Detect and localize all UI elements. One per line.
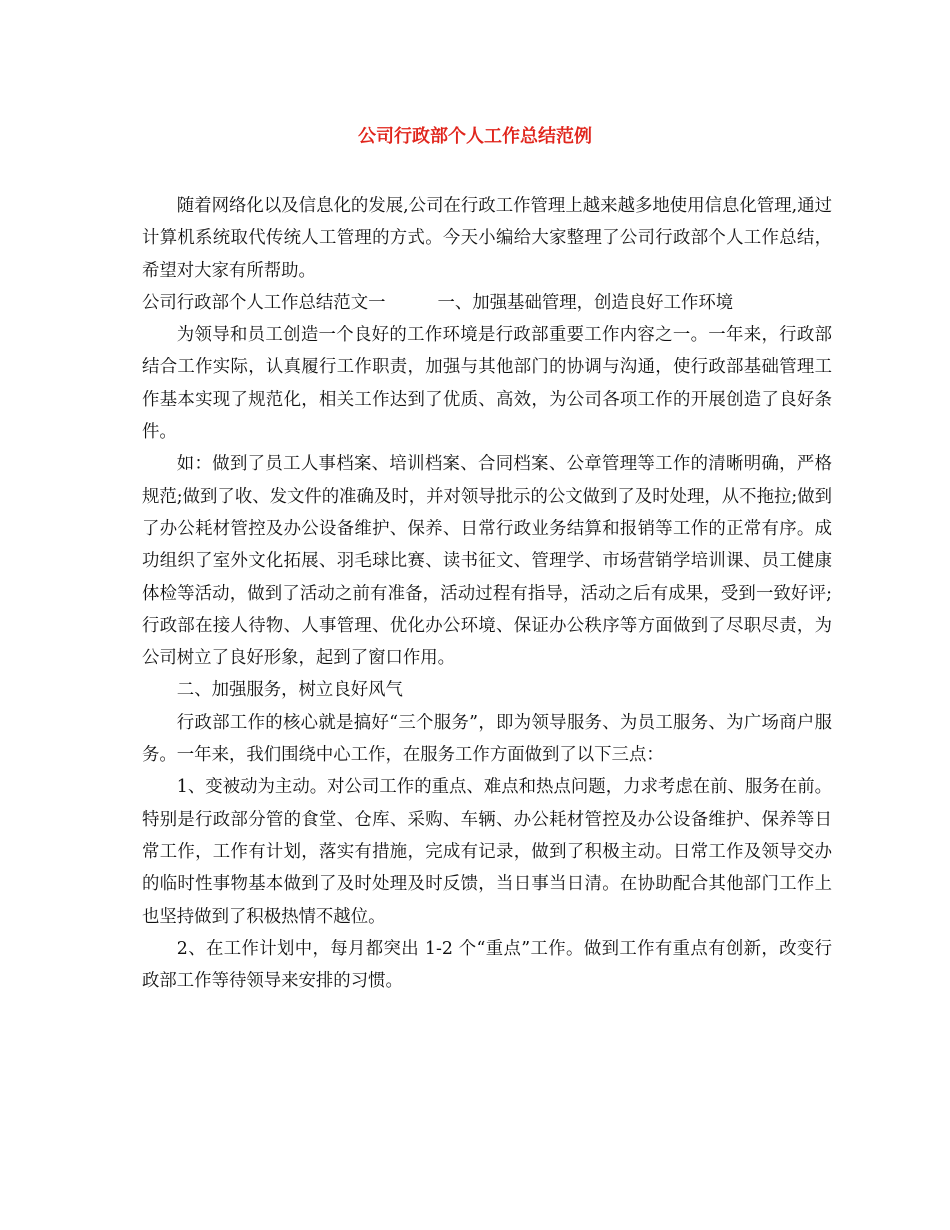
paragraph-4: 1、变被动为主动。对公司工作的重点、难点和热点问题，力求考虑在前、服务在前。特别是行政部分管的食堂、仓库、采购、车辆、办公耗材管控及办公设备维护、保养等日常工作，工作有计划，落实有措施，完成有记录，做到了积极主动。日常工作及领导交办的临时性事物基本做到了及时处理及时反馈，当日事当日清。在协助配合其他部门工作上也坚持做到了积极热情不越位。 [142,777,832,927]
section-one-title: 公司行政部个人工作总结范文一 [142,292,386,313]
section-one-line [142,287,832,319]
intro-paragraph: 随着网络化以及信息化的发展,公司在行政工作管理上越来越多地使用信息化管理,通过计算机系统取代传统人工管理的方式。今天小编给大家整理了公司行政部个人工作总结，希望对大家有所帮助。 [142,196,832,281]
heading-2: 二、加强服务，树立良好风气 [176,680,403,701]
paragraph-3: 行政部工作的核心就是搞好“三个服务”，即为领导服务、为员工服务、为广场商户服务。一年来，我们围绕中心工作，在服务工作方面做到了以下三点： [142,712,832,766]
document-title: 公司行政部个人工作总结范例 [358,126,592,147]
paragraph-1: 为领导和员工创造一个良好的工作环境是行政部重要工作内容之一。一年来，行政部结合工作实际，认真履行工作职责，加强与其他部门的协调与沟通，使行政部基础管理工作基本实现了规范化，相关工作达到了优质、高效，为公司各项工作的开展创造了良好条件。 [142,325,832,443]
paragraph-2: 如：做到了员工人事档案、培训档案、合同档案、公章管理等工作的清晰明确，严格规范;做到了收、发文件的准确及时，并对领导批示的公文做到了及时处理，从不拖拉;做到了办公耗材管控及办公设备维护、保养、日常行政业务结算和报销等工作的正常有序。成功组织了室外文化拓展、羽毛球比赛、读书征文、管理学、市场营销学培训课、员工健康体检等活动，做到了活动之前有准备，活动过程有指导，活动之后有成果，受到一致好评;行政部在接人待物、人事管理、优化办公环境、保证办公秩序等方面做到了尽职尽责，为公司树立了良好形象，起到了窗口作用。 [142,454,832,669]
paragraph-5: 2、在工作计划中，每月都突出 1-2 个“重点”工作。做到工作有重点有创新，改变行政部工作等待领导来安排的习惯。 [142,938,832,992]
document-body [142,190,832,997]
section-one-heading: 一、加强基础管理，创造良好工作环境 [437,292,734,313]
